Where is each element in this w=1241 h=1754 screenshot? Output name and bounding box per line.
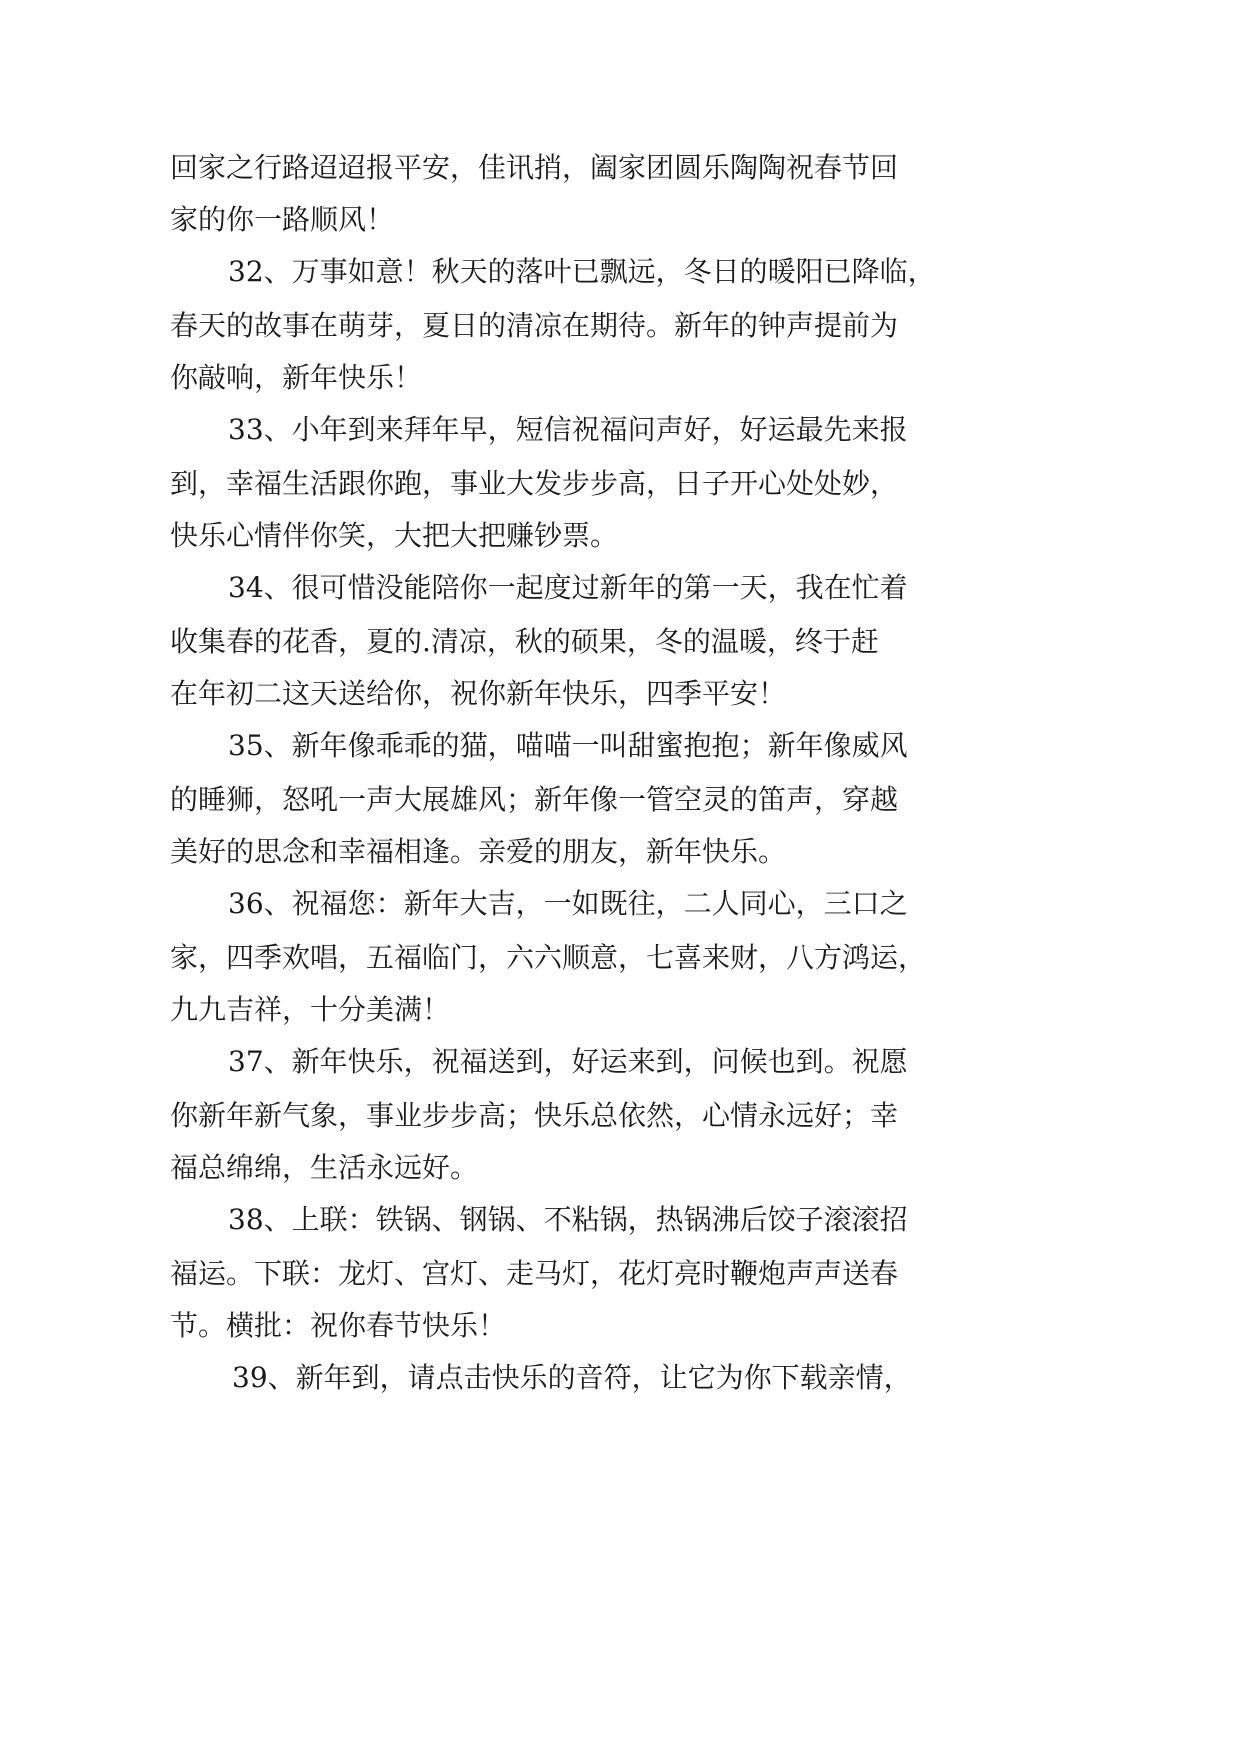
text-line: 你新年新气象，事业步步高；快乐总依然，心情永远好；幸 <box>170 1099 899 1132</box>
paragraph-start-33: 33、小年到来拜年早，短信祝福问声好，好运最先来报 <box>228 413 908 446</box>
text-line: 你敲响，新年快乐！ <box>170 361 423 394</box>
paragraph-start-32: 32、万事如意！秋天的落叶已飘远，冬日的暖阳已降临， <box>228 255 936 288</box>
text-line: 九九吉祥，十分美满！ <box>170 993 451 1026</box>
paragraph-start-39: 39、新年到，请点击快乐的音符，让它为你下载亲情， <box>232 1361 912 1394</box>
paragraph-start-37: 37、新年快乐，祝福送到，好运来到，问候也到。祝愿 <box>228 1045 908 1078</box>
text-line: 家，四季欢唱，五福临门，六六顺意，七喜来财，八方鸿运， <box>170 941 927 974</box>
text-line: 的睡狮，怒吼一声大展雄风；新年像一管空灵的笛声，穿越 <box>170 783 899 816</box>
text-line: 回家之行路迢迢报平安，佳讯捎，阖家团圆乐陶陶祝春节回 <box>170 151 899 184</box>
text-line: 福运。下联：龙灯、宫灯、走马灯，花灯亮时鞭炮声声送春 <box>170 1257 899 1290</box>
text-line: 春天的故事在萌芽，夏日的清凉在期待。新年的钟声提前为 <box>170 309 899 342</box>
text-line: 节。横批：祝你春节快乐！ <box>170 1309 507 1342</box>
text-line: 美好的思念和幸福相逢。亲爱的朋友，新年快乐。 <box>170 835 787 868</box>
paragraph-start-36: 36、祝福您：新年大吉，一如既往，二人同心，三口之 <box>228 887 908 920</box>
text-line: 家的你一路顺风！ <box>170 203 395 236</box>
text-line: 到，幸福生活跟你跑，事业大发步步高，日子开心处处妙， <box>170 467 899 500</box>
text-line: 福总绵绵，生活永远好。 <box>170 1151 479 1184</box>
paragraph-start-34: 34、很可惜没能陪你一起度过新年的第一天，我在忙着 <box>228 571 908 604</box>
text-line: 收集春的花香，夏的.清凉，秋的硕果，冬的温暖，终于赶 <box>170 625 879 658</box>
paragraph-start-35: 35、新年像乖乖的猫，喵喵一叫甜蜜抱抱；新年像威风 <box>228 729 908 762</box>
paragraph-start-38: 38、上联：铁锅、钢锅、不粘锅，热锅沸后饺子滚滚招 <box>228 1203 908 1236</box>
text-line: 在年初二这天送给你，祝你新年快乐，四季平安！ <box>170 677 787 710</box>
text-line: 快乐心情伴你笑，大把大把赚钞票。 <box>170 519 619 552</box>
